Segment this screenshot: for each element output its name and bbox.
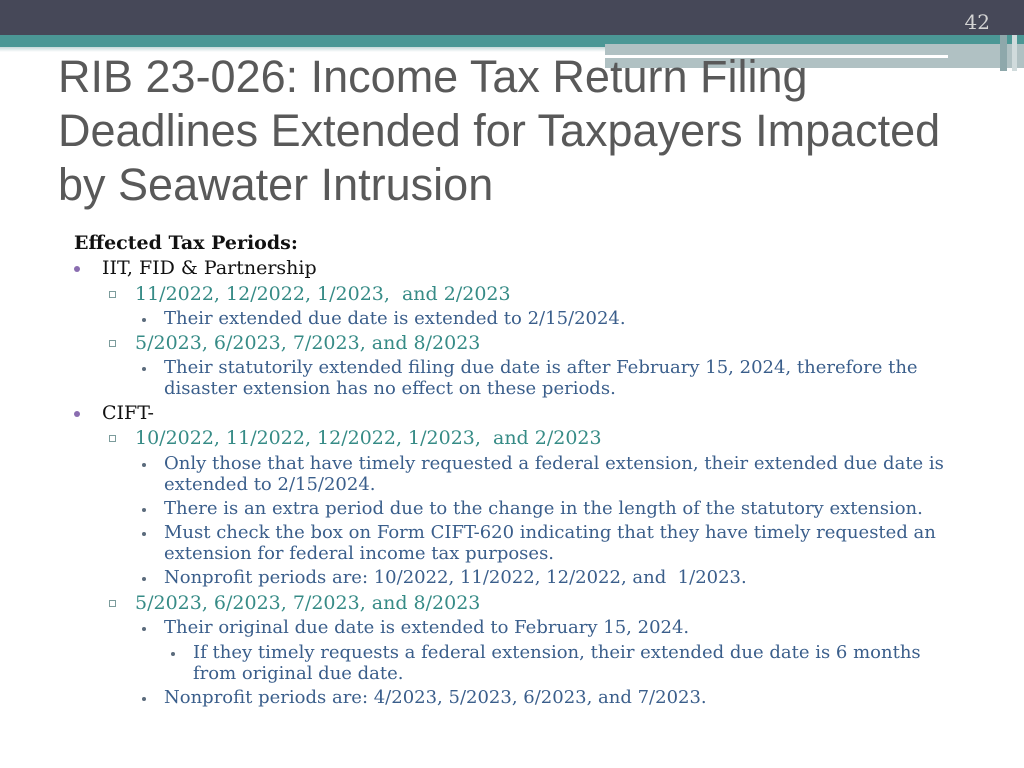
hollow-square-bullet-icon xyxy=(109,600,116,607)
note-item xyxy=(140,357,918,399)
note-text: Nonprofit periods are: 4/2023, 5/2023, 6/2023, and 7/2023. xyxy=(164,687,707,708)
note-text: Only those that have timely requested a federal extension, their extended due date is xyxy=(164,453,944,474)
subnote-text: from original due date. xyxy=(193,663,404,684)
header-vertical-stripe xyxy=(1012,35,1017,71)
note-text: extended to 2/15/2024. xyxy=(164,474,376,495)
group-item xyxy=(74,402,154,424)
small-dot-bullet-icon xyxy=(142,577,146,581)
note-text: There is an extra period due to the change in the length of the statutory extension. xyxy=(164,498,923,519)
note-text: disaster extension has no effect on these periods. xyxy=(164,378,616,399)
note-item xyxy=(140,498,923,519)
group-item xyxy=(74,257,317,279)
note-text: Their extended due date is extended to 2/15/2024. xyxy=(164,308,626,329)
group-label: IIT, FID & Partnership xyxy=(102,257,317,279)
group-label: CIFT- xyxy=(102,402,154,424)
small-dot-bullet-icon xyxy=(142,367,146,371)
small-dot-bullet-icon xyxy=(142,508,146,512)
slide-number: 42 xyxy=(964,10,990,34)
bullet-dot-icon xyxy=(74,266,80,272)
small-dot-bullet-icon xyxy=(171,652,175,656)
period-item xyxy=(108,332,480,354)
note-item xyxy=(140,453,944,495)
header-band xyxy=(0,0,1024,35)
bullet-dot-icon xyxy=(74,411,80,417)
note-text: Their original due date is extended to February 15, 2024. xyxy=(164,617,690,638)
slide-title: RIB 23-026: Income Tax Return Filing Deadlines Extended for Taxpayers Impacted by Seawater Intrusion xyxy=(58,51,941,210)
note-item xyxy=(140,567,747,588)
small-dot-bullet-icon xyxy=(142,627,146,631)
hollow-square-bullet-icon xyxy=(109,435,116,442)
note-item xyxy=(140,522,936,564)
period-item xyxy=(108,592,480,614)
small-dot-bullet-icon xyxy=(142,697,146,701)
tax-periods-heading: Effected Tax Periods: xyxy=(74,232,298,254)
period-item xyxy=(108,283,511,305)
small-dot-bullet-icon xyxy=(142,463,146,467)
period-label: 11/2022, 12/2022, 1/2023, and 2/2023 xyxy=(135,283,511,305)
period-label: 10/2022, 11/2022, 12/2022, 1/2023, and 2/2023 xyxy=(135,427,602,449)
subnote-item xyxy=(169,642,921,684)
subnote-text: If they timely requests a federal extension, their extended due date is 6 months xyxy=(193,642,921,663)
header-vertical-stripe xyxy=(1000,35,1007,71)
note-text: Must check the box on Form CIFT-620 indicating that they have timely requested an xyxy=(164,522,936,543)
hollow-square-bullet-icon xyxy=(109,340,116,347)
note-item xyxy=(140,308,626,329)
note-text: Nonprofit periods are: 10/2022, 11/2022, 12/2022, and 1/2023. xyxy=(164,567,747,588)
note-text: extension for federal income tax purposes. xyxy=(164,543,555,564)
note-item xyxy=(140,617,689,638)
period-item xyxy=(108,427,602,449)
period-label: 5/2023, 6/2023, 7/2023, and 8/2023 xyxy=(135,592,481,614)
hollow-square-bullet-icon xyxy=(109,291,116,298)
note-text: Their statutorily extended filing due date is after February 15, 2024, therefore the xyxy=(164,357,918,378)
note-item xyxy=(140,687,707,708)
period-label: 5/2023, 6/2023, 7/2023, and 8/2023 xyxy=(135,332,481,354)
small-dot-bullet-icon xyxy=(142,532,146,536)
small-dot-bullet-icon xyxy=(142,318,146,322)
